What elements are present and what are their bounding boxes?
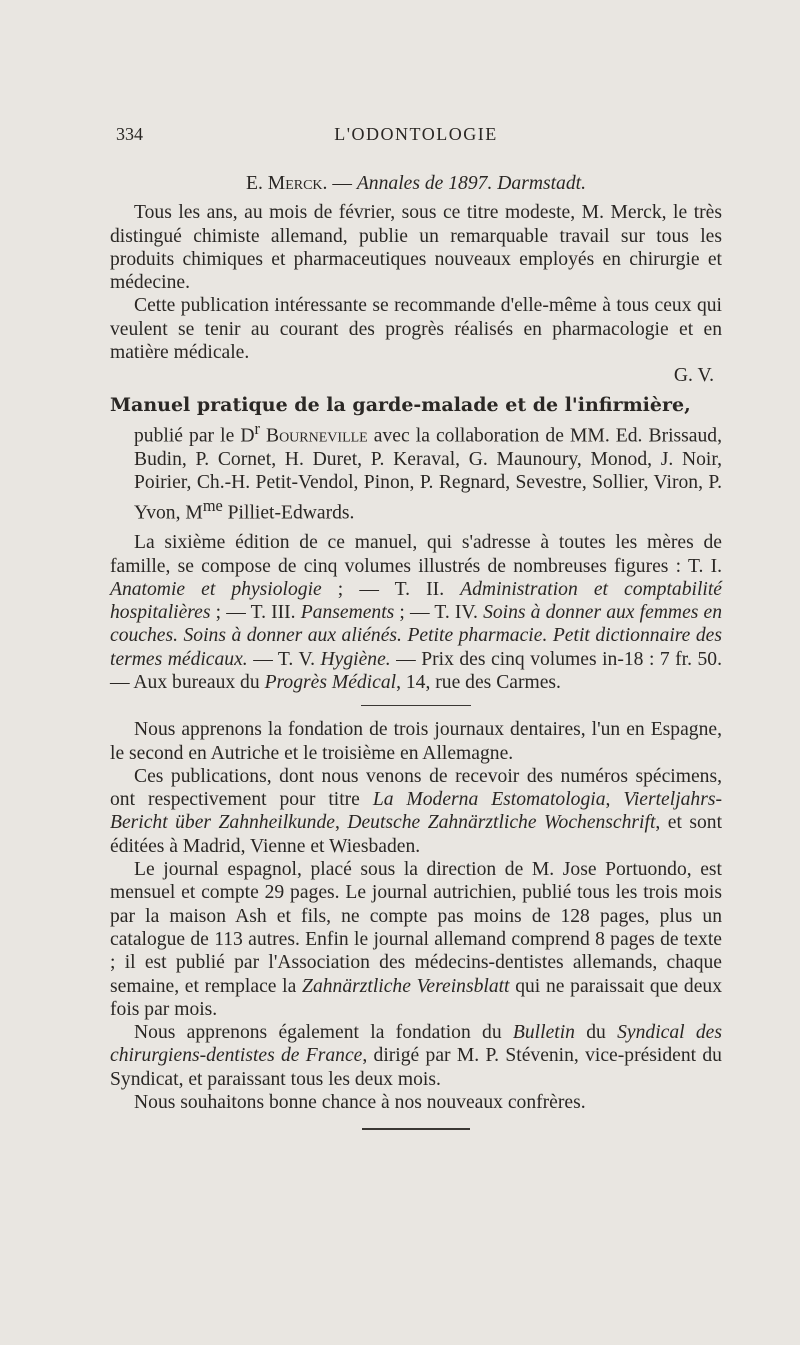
article-body (110, 172, 722, 1130)
manuel-description: La sixième édition de ce manuel, qui s'adresse à toutes les mères de famille, se compose de cinq volumes illustrés de nombreuses figures : T. I. Anatomie et physiologie ; — T. II. Administration et comptabilité hospitalières ; — T. III. Pansements ; — T. IV. Soins à donner aux femmes en couches. Soins à donner aux aliénés. Petite pharmacie. Petit dictionnaire des termes médicaux. — T. V. Hygiène. — Prix des cinq volumes in-18 : 7 fr. 50. — Aux bureaux du Progrès Médical, 14, rue des Carmes. (110, 532, 723, 693)
page-number: 334 (116, 124, 143, 144)
signature: G. V. (673, 365, 714, 387)
end-divider (362, 1128, 470, 1130)
page-header (110, 124, 722, 154)
merck-paragraph-2: Cette publication intéressante se recommande d'elle-même à tous ceux qui veulent se tenir au courant des progrès réalisés en pharmacologie et en matière médicale. (110, 295, 722, 364)
merck-paragraph-1: Tous les ans, au mois de février, sous ce titre modeste, M. Merck, le très distingué chimiste allemand, publie un remarquable travail sur tous les produits chimiques et pharmaceutiques nouveaux employés en chirurgie et médecine. (110, 202, 722, 294)
journaux-paragraph-1: Nous apprenons la fondation de trois journaux dentaires, l'un en Espagne, le second en Autriche et le troisième en Allemagne. (110, 719, 722, 764)
journaux-paragraph-4: Nous apprenons également la fondation du Bulletin du Syndical des chirurgiens-dentistes de France, dirigé par M. P. Stévenin, vice-président du Syndicat, et paraissant tous les deux mois. (110, 1022, 722, 1090)
journaux-paragraph-5: Nous souhaitons bonne chance à nos nouveaux confrères. (134, 1092, 586, 1114)
manuel-title: Manuel pratique de la garde-malade et de l'infirmière, (110, 393, 691, 416)
journaux-paragraph-3: Le journal espagnol, placé sous la direction de M. Jose Portuondo, est mensuel et compte 29 pages. Le journal autrichien, publié tous les trois mois par la maison Ash et fils, ne compte pas moins de 128 pages, plus un catalogue de 113 autres. Enfin le journal allemand comprend 8 pages de texte ; il est publié par l'Association des médecins-dentistes allemands, chaque semaine, et remplace la Zahnärztliche Vereinsblatt qui ne paraissait que deux fois par mois. (110, 859, 722, 1020)
merck-author: Merck (267, 173, 323, 194)
merck-heading: E. Merck. — Annales de 1897. Darmstadt. (246, 173, 586, 194)
running-title: L'ODONTOLOGIE (334, 124, 498, 144)
journaux-paragraph-2: Ces publications, dont nous venons de recevoir des numéros spécimens, ont respectivement pour titre La Moderna Estomatologia, Vierteljahrs-Bericht über Zahnheilkunde, Deutsche Zahnärztliche Wochenschrift, et sont éditées à Madrid, Vienne et Wiesbaden. (110, 765, 723, 857)
section-divider (361, 705, 471, 706)
manuel-byline: publié par le $D^r$ Bourneville avec la collaboration de MM. Ed. Brissaud, Budin, P. Cornet, H. Duret, P. Keraval, G. Maunoury, Monod, J. Noir, Poirier, Ch.-H. Petit-Vendol, Pinon, P. Regnard, Sevestre, Sollier, Viron, P. Yvon, $M^{me}$ Pilliet-Edwards. (134, 418, 722, 524)
merck-title: Annales de 1897. Darmstadt. (356, 173, 586, 194)
